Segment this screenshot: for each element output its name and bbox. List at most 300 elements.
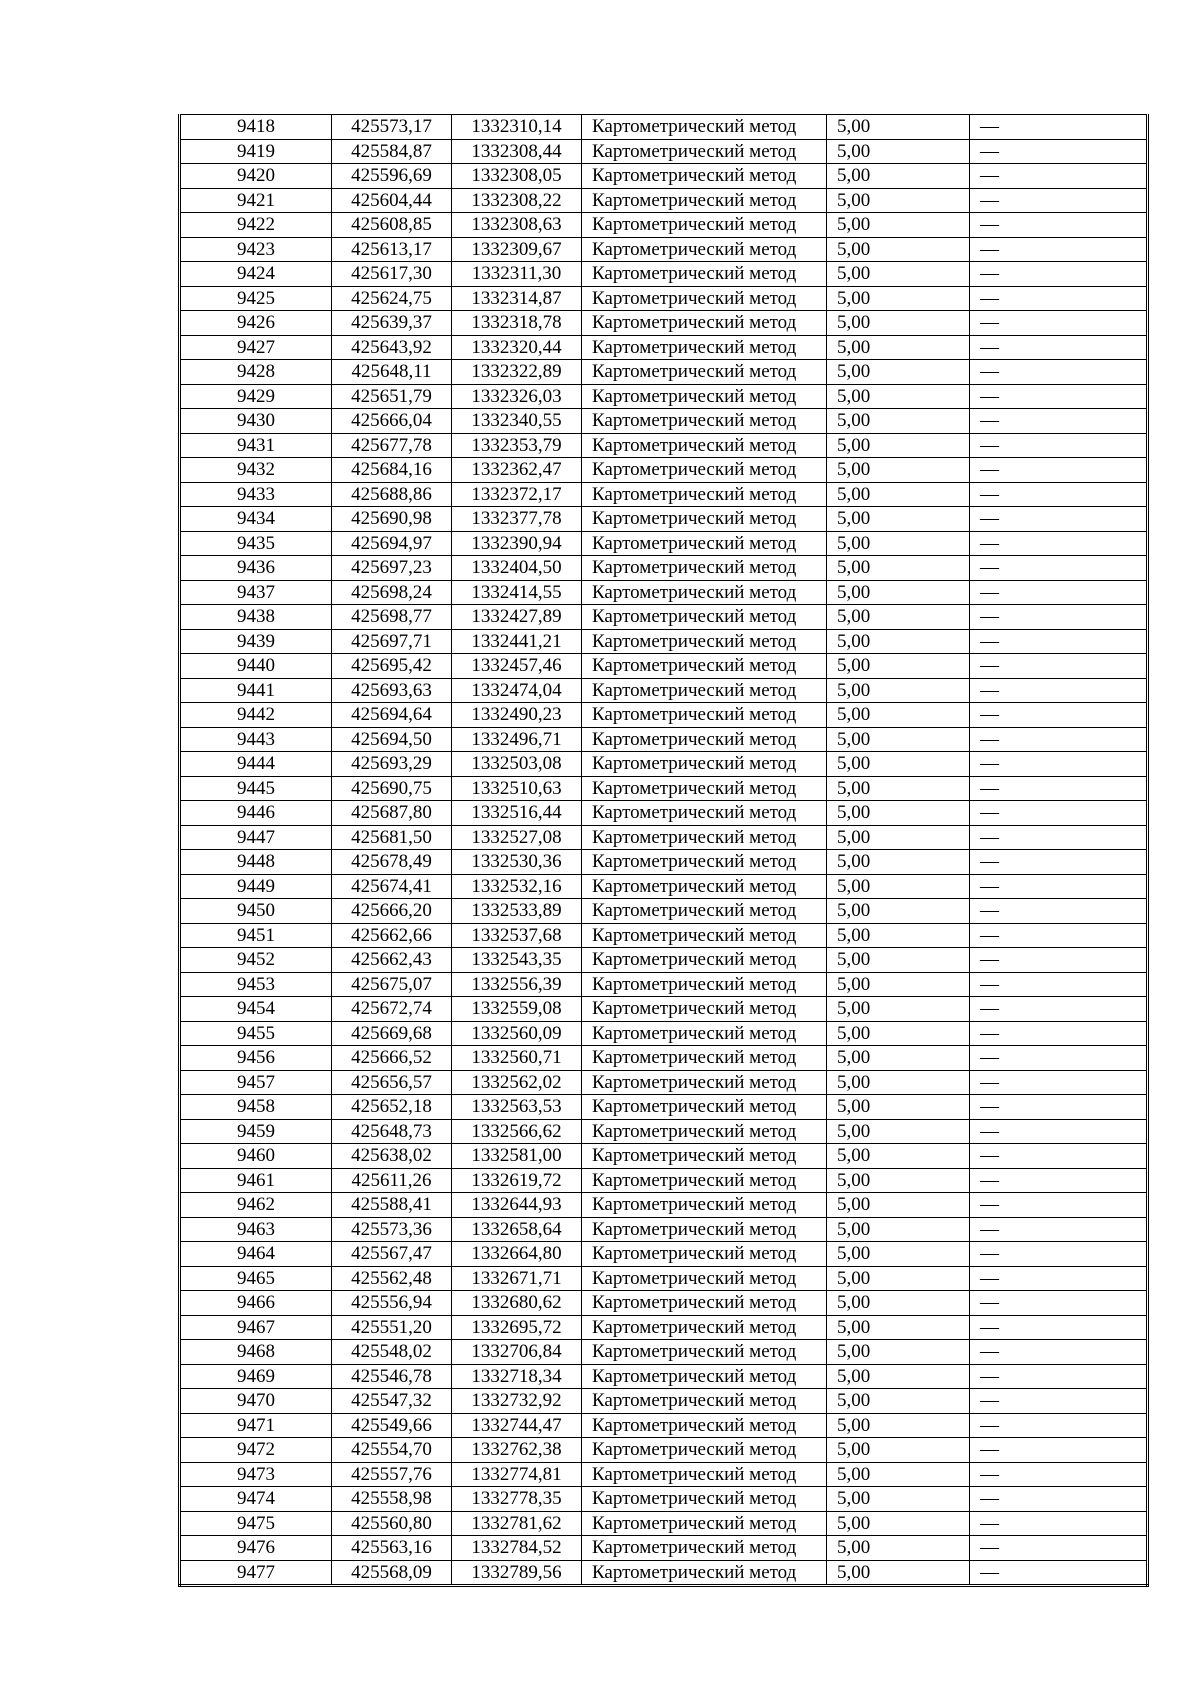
- note-cell: —: [970, 899, 1148, 924]
- table-row: [180, 1070, 1148, 1095]
- method-cell: Картометрический метод: [582, 556, 827, 581]
- x-coordinate-cell: 425675,07: [332, 972, 452, 997]
- note-cell: —: [970, 237, 1148, 262]
- x-coordinate-cell: 425567,47: [332, 1242, 452, 1267]
- y-coordinate-cell: 1332362,47: [452, 458, 582, 483]
- point-number-cell: 9429: [180, 384, 332, 409]
- method-cell: Картометрический метод: [582, 1487, 827, 1512]
- note-cell: —: [970, 1119, 1148, 1144]
- point-number-cell: 9451: [180, 923, 332, 948]
- note-cell: —: [970, 482, 1148, 507]
- y-coordinate-cell: 1332706,84: [452, 1340, 582, 1365]
- table-row: [180, 556, 1148, 581]
- y-coordinate-cell: 1332644,93: [452, 1193, 582, 1218]
- note-cell: —: [970, 752, 1148, 777]
- note-cell: —: [970, 1021, 1148, 1046]
- x-coordinate-cell: 425557,76: [332, 1462, 452, 1487]
- point-number-cell: 9465: [180, 1266, 332, 1291]
- accuracy-cell: 5,00: [827, 1095, 970, 1120]
- accuracy-cell: 5,00: [827, 1021, 970, 1046]
- accuracy-cell: 5,00: [827, 703, 970, 728]
- note-cell: —: [970, 923, 1148, 948]
- x-coordinate-cell: 425697,23: [332, 556, 452, 581]
- x-coordinate-cell: 425698,24: [332, 580, 452, 605]
- x-coordinate-cell: 425648,73: [332, 1119, 452, 1144]
- method-cell: Картометрический метод: [582, 923, 827, 948]
- table-row: [180, 1315, 1148, 1340]
- coordinates-table: [178, 114, 1149, 1587]
- point-number-cell: 9439: [180, 629, 332, 654]
- accuracy-cell: 5,00: [827, 1560, 970, 1586]
- method-cell: Картометрический метод: [582, 311, 827, 336]
- method-cell: Картометрический метод: [582, 1511, 827, 1536]
- y-coordinate-cell: 1332774,81: [452, 1462, 582, 1487]
- note-cell: —: [970, 1168, 1148, 1193]
- point-number-cell: 9461: [180, 1168, 332, 1193]
- x-coordinate-cell: 425549,66: [332, 1413, 452, 1438]
- y-coordinate-cell: 1332532,16: [452, 874, 582, 899]
- note-cell: —: [970, 997, 1148, 1022]
- note-cell: —: [970, 654, 1148, 679]
- method-cell: Картометрический метод: [582, 507, 827, 532]
- note-cell: —: [970, 531, 1148, 556]
- point-number-cell: 9425: [180, 286, 332, 311]
- table-row: [180, 384, 1148, 409]
- point-number-cell: 9442: [180, 703, 332, 728]
- note-cell: —: [970, 678, 1148, 703]
- y-coordinate-cell: 1332566,62: [452, 1119, 582, 1144]
- accuracy-cell: 5,00: [827, 507, 970, 532]
- y-coordinate-cell: 1332718,34: [452, 1364, 582, 1389]
- point-number-cell: 9453: [180, 972, 332, 997]
- point-number-cell: 9459: [180, 1119, 332, 1144]
- x-coordinate-cell: 425693,29: [332, 752, 452, 777]
- x-coordinate-cell: 425548,02: [332, 1340, 452, 1365]
- y-coordinate-cell: 1332671,71: [452, 1266, 582, 1291]
- y-coordinate-cell: 1332310,14: [452, 115, 582, 140]
- accuracy-cell: 5,00: [827, 1266, 970, 1291]
- point-number-cell: 9421: [180, 188, 332, 213]
- y-coordinate-cell: 1332503,08: [452, 752, 582, 777]
- note-cell: —: [970, 1340, 1148, 1365]
- accuracy-cell: 5,00: [827, 629, 970, 654]
- note-cell: —: [970, 458, 1148, 483]
- note-cell: —: [970, 188, 1148, 213]
- x-coordinate-cell: 425656,57: [332, 1070, 452, 1095]
- note-cell: —: [970, 384, 1148, 409]
- point-number-cell: 9457: [180, 1070, 332, 1095]
- x-coordinate-cell: 425573,36: [332, 1217, 452, 1242]
- note-cell: —: [970, 556, 1148, 581]
- point-number-cell: 9473: [180, 1462, 332, 1487]
- y-coordinate-cell: 1332789,56: [452, 1560, 582, 1586]
- point-number-cell: 9427: [180, 335, 332, 360]
- method-cell: Картометрический метод: [582, 825, 827, 850]
- table-row: [180, 458, 1148, 483]
- accuracy-cell: 5,00: [827, 580, 970, 605]
- table-row: [180, 1193, 1148, 1218]
- method-cell: Картометрический метод: [582, 1364, 827, 1389]
- method-cell: Картометрический метод: [582, 1021, 827, 1046]
- accuracy-cell: 5,00: [827, 1315, 970, 1340]
- x-coordinate-cell: 425604,44: [332, 188, 452, 213]
- table-row: [180, 776, 1148, 801]
- point-number-cell: 9435: [180, 531, 332, 556]
- method-cell: Картометрический метод: [582, 335, 827, 360]
- note-cell: —: [970, 1144, 1148, 1169]
- accuracy-cell: 5,00: [827, 776, 970, 801]
- point-number-cell: 9418: [180, 115, 332, 140]
- point-number-cell: 9467: [180, 1315, 332, 1340]
- note-cell: —: [970, 1511, 1148, 1536]
- table-row: [180, 825, 1148, 850]
- y-coordinate-cell: 1332527,08: [452, 825, 582, 850]
- point-number-cell: 9450: [180, 899, 332, 924]
- x-coordinate-cell: 425584,87: [332, 139, 452, 164]
- point-number-cell: 9426: [180, 311, 332, 336]
- note-cell: —: [970, 1560, 1148, 1586]
- table-row: [180, 678, 1148, 703]
- accuracy-cell: 5,00: [827, 972, 970, 997]
- accuracy-cell: 5,00: [827, 1046, 970, 1071]
- table-row: [180, 1144, 1148, 1169]
- x-coordinate-cell: 425666,52: [332, 1046, 452, 1071]
- method-cell: Картометрический метод: [582, 1242, 827, 1267]
- note-cell: —: [970, 1462, 1148, 1487]
- x-coordinate-cell: 425669,68: [332, 1021, 452, 1046]
- y-coordinate-cell: 1332560,09: [452, 1021, 582, 1046]
- point-number-cell: 9475: [180, 1511, 332, 1536]
- y-coordinate-cell: 1332490,23: [452, 703, 582, 728]
- method-cell: Картометрический метод: [582, 1462, 827, 1487]
- point-number-cell: 9438: [180, 605, 332, 630]
- accuracy-cell: 5,00: [827, 874, 970, 899]
- method-cell: Картометрический метод: [582, 139, 827, 164]
- y-coordinate-cell: 1332658,64: [452, 1217, 582, 1242]
- x-coordinate-cell: 425638,02: [332, 1144, 452, 1169]
- table-row: [180, 605, 1148, 630]
- x-coordinate-cell: 425687,80: [332, 801, 452, 826]
- method-cell: Картометрический метод: [582, 1168, 827, 1193]
- point-number-cell: 9443: [180, 727, 332, 752]
- x-coordinate-cell: 425672,74: [332, 997, 452, 1022]
- note-cell: —: [970, 580, 1148, 605]
- method-cell: Картометрический метод: [582, 629, 827, 654]
- x-coordinate-cell: 425624,75: [332, 286, 452, 311]
- table-row: [180, 335, 1148, 360]
- note-cell: —: [970, 1242, 1148, 1267]
- note-cell: —: [970, 801, 1148, 826]
- accuracy-cell: 5,00: [827, 727, 970, 752]
- note-cell: —: [970, 1095, 1148, 1120]
- note-cell: —: [970, 850, 1148, 875]
- note-cell: —: [970, 825, 1148, 850]
- y-coordinate-cell: 1332457,46: [452, 654, 582, 679]
- note-cell: —: [970, 1266, 1148, 1291]
- accuracy-cell: 5,00: [827, 948, 970, 973]
- table-row: [180, 531, 1148, 556]
- accuracy-cell: 5,00: [827, 164, 970, 189]
- table-row: [180, 1389, 1148, 1414]
- y-coordinate-cell: 1332619,72: [452, 1168, 582, 1193]
- y-coordinate-cell: 1332581,00: [452, 1144, 582, 1169]
- y-coordinate-cell: 1332404,50: [452, 556, 582, 581]
- point-number-cell: 9428: [180, 360, 332, 385]
- note-cell: —: [970, 776, 1148, 801]
- point-number-cell: 9432: [180, 458, 332, 483]
- table-row: [180, 237, 1148, 262]
- x-coordinate-cell: 425560,80: [332, 1511, 452, 1536]
- accuracy-cell: 5,00: [827, 360, 970, 385]
- y-coordinate-cell: 1332474,04: [452, 678, 582, 703]
- point-number-cell: 9458: [180, 1095, 332, 1120]
- note-cell: —: [970, 213, 1148, 238]
- table-row: [180, 1168, 1148, 1193]
- method-cell: Картометрический метод: [582, 580, 827, 605]
- point-number-cell: 9433: [180, 482, 332, 507]
- note-cell: —: [970, 948, 1148, 973]
- x-coordinate-cell: 425563,16: [332, 1536, 452, 1561]
- point-number-cell: 9446: [180, 801, 332, 826]
- table-row: [180, 115, 1148, 140]
- y-coordinate-cell: 1332563,53: [452, 1095, 582, 1120]
- point-number-cell: 9420: [180, 164, 332, 189]
- y-coordinate-cell: 1332496,71: [452, 727, 582, 752]
- note-cell: —: [970, 433, 1148, 458]
- x-coordinate-cell: 425652,18: [332, 1095, 452, 1120]
- x-coordinate-cell: 425662,66: [332, 923, 452, 948]
- method-cell: Картометрический метод: [582, 605, 827, 630]
- table-row: [180, 972, 1148, 997]
- table-row: [180, 286, 1148, 311]
- accuracy-cell: 5,00: [827, 654, 970, 679]
- table-row: [180, 262, 1148, 287]
- note-cell: —: [970, 360, 1148, 385]
- point-number-cell: 9437: [180, 580, 332, 605]
- table-row: [180, 654, 1148, 679]
- note-cell: —: [970, 605, 1148, 630]
- table-row: [180, 1487, 1148, 1512]
- point-number-cell: 9463: [180, 1217, 332, 1242]
- point-number-cell: 9436: [180, 556, 332, 581]
- x-coordinate-cell: 425666,04: [332, 409, 452, 434]
- accuracy-cell: 5,00: [827, 1242, 970, 1267]
- y-coordinate-cell: 1332784,52: [452, 1536, 582, 1561]
- table-row: [180, 1046, 1148, 1071]
- x-coordinate-cell: 425547,32: [332, 1389, 452, 1414]
- method-cell: Картометрический метод: [582, 1560, 827, 1586]
- point-number-cell: 9456: [180, 1046, 332, 1071]
- table-row: [180, 1217, 1148, 1242]
- x-coordinate-cell: 425666,20: [332, 899, 452, 924]
- y-coordinate-cell: 1332414,55: [452, 580, 582, 605]
- point-number-cell: 9477: [180, 1560, 332, 1586]
- accuracy-cell: 5,00: [827, 801, 970, 826]
- x-coordinate-cell: 425551,20: [332, 1315, 452, 1340]
- y-coordinate-cell: 1332781,62: [452, 1511, 582, 1536]
- accuracy-cell: 5,00: [827, 1536, 970, 1561]
- y-coordinate-cell: 1332320,44: [452, 335, 582, 360]
- y-coordinate-cell: 1332326,03: [452, 384, 582, 409]
- table-row: [180, 801, 1148, 826]
- accuracy-cell: 5,00: [827, 531, 970, 556]
- note-cell: —: [970, 286, 1148, 311]
- method-cell: Картометрический метод: [582, 874, 827, 899]
- table-row: [180, 311, 1148, 336]
- x-coordinate-cell: 425651,79: [332, 384, 452, 409]
- table-row: [180, 1340, 1148, 1365]
- method-cell: Картометрический метод: [582, 286, 827, 311]
- point-number-cell: 9449: [180, 874, 332, 899]
- x-coordinate-cell: 425677,78: [332, 433, 452, 458]
- method-cell: Картометрический метод: [582, 262, 827, 287]
- point-number-cell: 9466: [180, 1291, 332, 1316]
- point-number-cell: 9454: [180, 997, 332, 1022]
- table-row: [180, 360, 1148, 385]
- table-row: [180, 213, 1148, 238]
- note-cell: —: [970, 1291, 1148, 1316]
- x-coordinate-cell: 425694,97: [332, 531, 452, 556]
- point-number-cell: 9424: [180, 262, 332, 287]
- method-cell: Картометрический метод: [582, 752, 827, 777]
- x-coordinate-cell: 425611,26: [332, 1168, 452, 1193]
- table-row: [180, 1242, 1148, 1267]
- y-coordinate-cell: 1332510,63: [452, 776, 582, 801]
- table-row: [180, 997, 1148, 1022]
- y-coordinate-cell: 1332778,35: [452, 1487, 582, 1512]
- point-number-cell: 9470: [180, 1389, 332, 1414]
- accuracy-cell: 5,00: [827, 556, 970, 581]
- method-cell: Картометрический метод: [582, 1144, 827, 1169]
- note-cell: —: [970, 1046, 1148, 1071]
- note-cell: —: [970, 1487, 1148, 1512]
- table-row: [180, 1462, 1148, 1487]
- y-coordinate-cell: 1332695,72: [452, 1315, 582, 1340]
- x-coordinate-cell: 425558,98: [332, 1487, 452, 1512]
- y-coordinate-cell: 1332441,21: [452, 629, 582, 654]
- x-coordinate-cell: 425694,64: [332, 703, 452, 728]
- point-number-cell: 9474: [180, 1487, 332, 1512]
- point-number-cell: 9434: [180, 507, 332, 532]
- method-cell: Картометрический метод: [582, 1266, 827, 1291]
- method-cell: Картометрический метод: [582, 1389, 827, 1414]
- method-cell: Картометрический метод: [582, 409, 827, 434]
- y-coordinate-cell: 1332308,05: [452, 164, 582, 189]
- x-coordinate-cell: 425556,94: [332, 1291, 452, 1316]
- y-coordinate-cell: 1332516,44: [452, 801, 582, 826]
- point-number-cell: 9445: [180, 776, 332, 801]
- method-cell: Картометрический метод: [582, 360, 827, 385]
- x-coordinate-cell: 425674,41: [332, 874, 452, 899]
- note-cell: —: [970, 1364, 1148, 1389]
- method-cell: Картометрический метод: [582, 458, 827, 483]
- accuracy-cell: 5,00: [827, 237, 970, 262]
- accuracy-cell: 5,00: [827, 1413, 970, 1438]
- note-cell: —: [970, 1536, 1148, 1561]
- y-coordinate-cell: 1332562,02: [452, 1070, 582, 1095]
- y-coordinate-cell: 1332762,38: [452, 1438, 582, 1463]
- x-coordinate-cell: 425568,09: [332, 1560, 452, 1586]
- point-number-cell: 9455: [180, 1021, 332, 1046]
- point-number-cell: 9422: [180, 213, 332, 238]
- point-number-cell: 9419: [180, 139, 332, 164]
- point-number-cell: 9447: [180, 825, 332, 850]
- method-cell: Картометрический метод: [582, 164, 827, 189]
- y-coordinate-cell: 1332533,89: [452, 899, 582, 924]
- note-cell: —: [970, 874, 1148, 899]
- y-coordinate-cell: 1332744,47: [452, 1413, 582, 1438]
- method-cell: Картометрический метод: [582, 237, 827, 262]
- note-cell: —: [970, 1070, 1148, 1095]
- table-row: [180, 1364, 1148, 1389]
- method-cell: Картометрический метод: [582, 678, 827, 703]
- accuracy-cell: 5,00: [827, 1438, 970, 1463]
- x-coordinate-cell: 425554,70: [332, 1438, 452, 1463]
- table-row: [180, 507, 1148, 532]
- y-coordinate-cell: 1332314,87: [452, 286, 582, 311]
- point-number-cell: 9441: [180, 678, 332, 703]
- point-number-cell: 9469: [180, 1364, 332, 1389]
- table-row: [180, 948, 1148, 973]
- table-row: [180, 188, 1148, 213]
- coordinates-table-body: [180, 115, 1148, 1586]
- method-cell: Картометрический метод: [582, 482, 827, 507]
- point-number-cell: 9430: [180, 409, 332, 434]
- method-cell: Картометрический метод: [582, 1193, 827, 1218]
- method-cell: Картометрический метод: [582, 1046, 827, 1071]
- note-cell: —: [970, 1413, 1148, 1438]
- note-cell: —: [970, 727, 1148, 752]
- accuracy-cell: 5,00: [827, 115, 970, 140]
- x-coordinate-cell: 425684,16: [332, 458, 452, 483]
- y-coordinate-cell: 1332318,78: [452, 311, 582, 336]
- table-row: [180, 874, 1148, 899]
- table-row: [180, 482, 1148, 507]
- accuracy-cell: 5,00: [827, 286, 970, 311]
- table-row: [180, 850, 1148, 875]
- method-cell: Картометрический метод: [582, 776, 827, 801]
- y-coordinate-cell: 1332537,68: [452, 923, 582, 948]
- accuracy-cell: 5,00: [827, 1462, 970, 1487]
- accuracy-cell: 5,00: [827, 899, 970, 924]
- accuracy-cell: 5,00: [827, 139, 970, 164]
- y-coordinate-cell: 1332559,08: [452, 997, 582, 1022]
- x-coordinate-cell: 425695,42: [332, 654, 452, 679]
- note-cell: —: [970, 1389, 1148, 1414]
- method-cell: Картометрический метод: [582, 703, 827, 728]
- accuracy-cell: 5,00: [827, 605, 970, 630]
- table-row: [180, 1438, 1148, 1463]
- point-number-cell: 9462: [180, 1193, 332, 1218]
- y-coordinate-cell: 1332377,78: [452, 507, 582, 532]
- accuracy-cell: 5,00: [827, 752, 970, 777]
- accuracy-cell: 5,00: [827, 1217, 970, 1242]
- accuracy-cell: 5,00: [827, 262, 970, 287]
- table-row: [180, 1095, 1148, 1120]
- y-coordinate-cell: 1332543,35: [452, 948, 582, 973]
- table-row: [180, 629, 1148, 654]
- x-coordinate-cell: 425643,92: [332, 335, 452, 360]
- accuracy-cell: 5,00: [827, 482, 970, 507]
- point-number-cell: 9468: [180, 1340, 332, 1365]
- method-cell: Картометрический метод: [582, 850, 827, 875]
- table-row: [180, 139, 1148, 164]
- accuracy-cell: 5,00: [827, 1364, 970, 1389]
- accuracy-cell: 5,00: [827, 1291, 970, 1316]
- y-coordinate-cell: 1332560,71: [452, 1046, 582, 1071]
- note-cell: —: [970, 1438, 1148, 1463]
- table-row: [180, 1536, 1148, 1561]
